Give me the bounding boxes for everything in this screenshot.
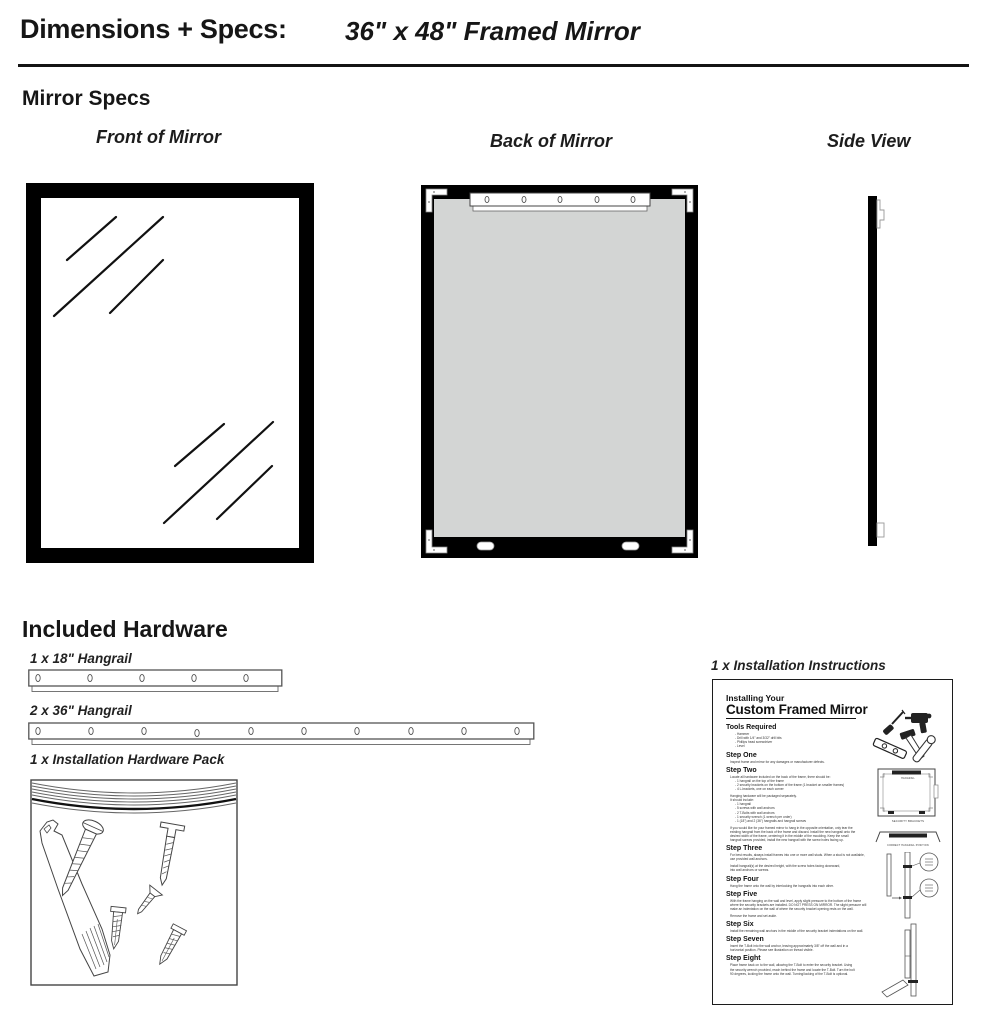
instruction-line: Install hangrail(s) at the desired height, with the screw holes facing downward, [730, 864, 841, 869]
screwdriver-icon [882, 710, 905, 736]
instruction-step-body [726, 944, 878, 952]
doc-title-line1: Installing Your [726, 693, 785, 703]
security-bracket-diagram [877, 768, 939, 818]
instruction-step-body [726, 963, 878, 975]
instruction-step-body [726, 899, 878, 918]
instruction-line: into wall anchors or screws. [730, 868, 770, 873]
hangrail-position-diagram [875, 831, 941, 843]
security-brackets-caption: SECURITY BRACKETS [891, 820, 925, 823]
hangrail-36-diagram [28, 722, 536, 748]
instruction-line: - 2 T-Bolts with wall anchors [735, 810, 775, 815]
instruction-line: Remove the frame and set aside. [730, 913, 777, 918]
instruction-line: desired width of the frame, centering it in the middle of the moulding. Keep the small [730, 834, 849, 838]
doc-title-line2: Custom Framed Mirror [726, 702, 868, 717]
instruction-line: - Level [735, 744, 745, 749]
hangrail-cleat-profile [877, 200, 884, 228]
front-mirror-diagram [26, 183, 314, 563]
instruction-line: existing hangrail from the back of the frame and discard. Install the new hangrail onto the [730, 829, 856, 834]
instruction-step-heading: Step Four [726, 875, 759, 883]
instruction-step-body [726, 853, 878, 872]
tbolt-lock-diagram [875, 922, 937, 998]
instruction-section [726, 876, 878, 888]
side-view-diagram [858, 190, 900, 552]
hangrail-18-diagram [28, 669, 284, 695]
page-subtitle: 36" x 48" Framed Mirror [345, 16, 640, 46]
instruction-section [726, 955, 878, 975]
back-hangrail [470, 193, 650, 211]
section-heading-included-hardware: Included Hardware [22, 616, 228, 642]
wall-section-diagram [885, 852, 945, 920]
instruction-line: the security wrench provided, reach behind the frame and locate the T-Bolt. Turn the bolt [730, 967, 855, 972]
instruction-line: - 4 L-brackets, one on each corner [735, 787, 784, 792]
hangrail-36-label: 2 x 36" Hangrail [30, 703, 132, 718]
instruction-line: Hanging hardware will be packaged separately. [730, 794, 797, 798]
instruction-step-heading: Tools Required [726, 724, 777, 731]
security-wrench-shape [882, 980, 908, 997]
instruction-line: - 1 hangrail [735, 802, 751, 807]
instruction-line: - 5 screws with wall anchors [735, 806, 775, 811]
mirror-backing [434, 199, 685, 537]
instruction-line: With the frame hanging on the wall and level, apply slight pressure to the bottom of the frame [730, 898, 862, 903]
instruction-step-heading: Step Six [726, 920, 754, 928]
instruction-line: 90 degrees, locking the frame onto the wall. Turning/locking of the T-Bolt is optional. [730, 971, 849, 976]
instruction-line: - 1 security wrench (1 wrench per order) [735, 814, 792, 819]
instruction-section [726, 767, 878, 843]
instruction-step-heading: Step Eight [726, 955, 761, 963]
instruction-line: make an indentation on the wall of where the security bracket opening rests on the wall. [730, 907, 854, 911]
header-divider [18, 64, 969, 67]
page-title: Dimensions + Specs: [20, 14, 287, 44]
tools-illustration [871, 706, 941, 768]
hardware-pack-diagram [30, 779, 238, 986]
instruction-step-body [726, 929, 878, 933]
doc-title-underline [726, 718, 856, 719]
instruction-line: - 2 security brackets on the bottom of the frame (1 bracket on smaller frames) [735, 783, 845, 788]
instruction-section [726, 724, 878, 749]
hardware-pack-label: 1 x Installation Hardware Pack [30, 752, 225, 767]
instruction-line: Locate all hardware included on the back of the frame, there should be: [730, 774, 831, 779]
bumper-profile [877, 523, 884, 537]
instruction-section [726, 891, 878, 918]
back-mirror-diagram [421, 185, 698, 558]
instruction-line: where the security brackets are installed. DO NOT PRESS ON MIRROR. The slight pressure will [730, 902, 867, 907]
instruction-line: - Phillips head screwdriver [735, 740, 773, 745]
instruction-step-heading: Step Seven [726, 936, 764, 944]
frame-hangrail-caption: HANGRAIL [901, 777, 915, 780]
instruction-line: use provided wall anchors. [730, 857, 768, 862]
side-view-label: Side View [827, 131, 911, 151]
instructions-document [712, 679, 953, 1005]
instruction-step-heading: Step Two [726, 766, 757, 774]
instruction-line: It should include: [730, 798, 754, 803]
instructions-label: 1 x Installation Instructions [711, 658, 886, 673]
instruction-sections [726, 721, 878, 976]
front-of-mirror-label: Front of Mirror [96, 127, 221, 147]
instruction-line: - 1 (18") and 2 (36") hangrails and hangrail screws [735, 818, 807, 823]
instruction-line: - Drill with 1/4" and 3/32" drill bits [735, 736, 782, 741]
instruction-step-body [726, 884, 878, 888]
instruction-line: For best results, always install frames into one or more wall studs. When a stud is not available, [730, 853, 865, 858]
section-heading-mirror-specs: Mirror Specs [22, 87, 151, 110]
instruction-section [726, 752, 878, 764]
level-icon [873, 738, 907, 759]
instruction-step-body [726, 760, 878, 764]
instruction-section [726, 936, 878, 952]
instruction-line: horizontal position. Please see illustration on thread visible. [730, 948, 814, 953]
instruction-line: Place frame back on to the wall, allowing the T-Bolt to enter the security bracket. Using [730, 963, 853, 968]
instruction-line: Insert the T-Bolt into the wall anchor, leaving approximately 3/8" off the wall and in a [730, 944, 848, 949]
hangrail-18-label: 1 x 18" Hangrail [30, 651, 132, 666]
instruction-line: hangrail screws provided, install the new hangrail with the screw holes facing up. [730, 838, 844, 843]
instruction-line: - 1 hangrail on the top of the frame [735, 778, 784, 783]
instruction-section [726, 845, 878, 872]
instruction-line: Hang the frame onto the wall by interlocking the hangrails into each other. [730, 883, 834, 888]
instruction-step-heading: Step Five [726, 890, 758, 898]
hangrail-position-caption: CORRECT HANGRAIL POSITION [887, 844, 929, 847]
instruction-step-heading: Step Three [726, 845, 763, 853]
instruction-line: Inspect frame and mirror for any damages or manufacturer defects. [730, 759, 825, 764]
instruction-line: Install the remaining wall anchors in the middle of the security bracket indentations on the wall. [730, 928, 864, 933]
instruction-step-body [726, 775, 878, 843]
instruction-line: - Hammer [735, 732, 750, 736]
back-of-mirror-label: Back of Mirror [490, 131, 613, 151]
instruction-step-body [726, 732, 878, 749]
instruction-line: If you would like for your framed mirror to hang in the opposite orientation, only tear the [730, 825, 853, 830]
instruction-section [726, 921, 878, 933]
instruction-step-heading: Step One [726, 751, 757, 759]
